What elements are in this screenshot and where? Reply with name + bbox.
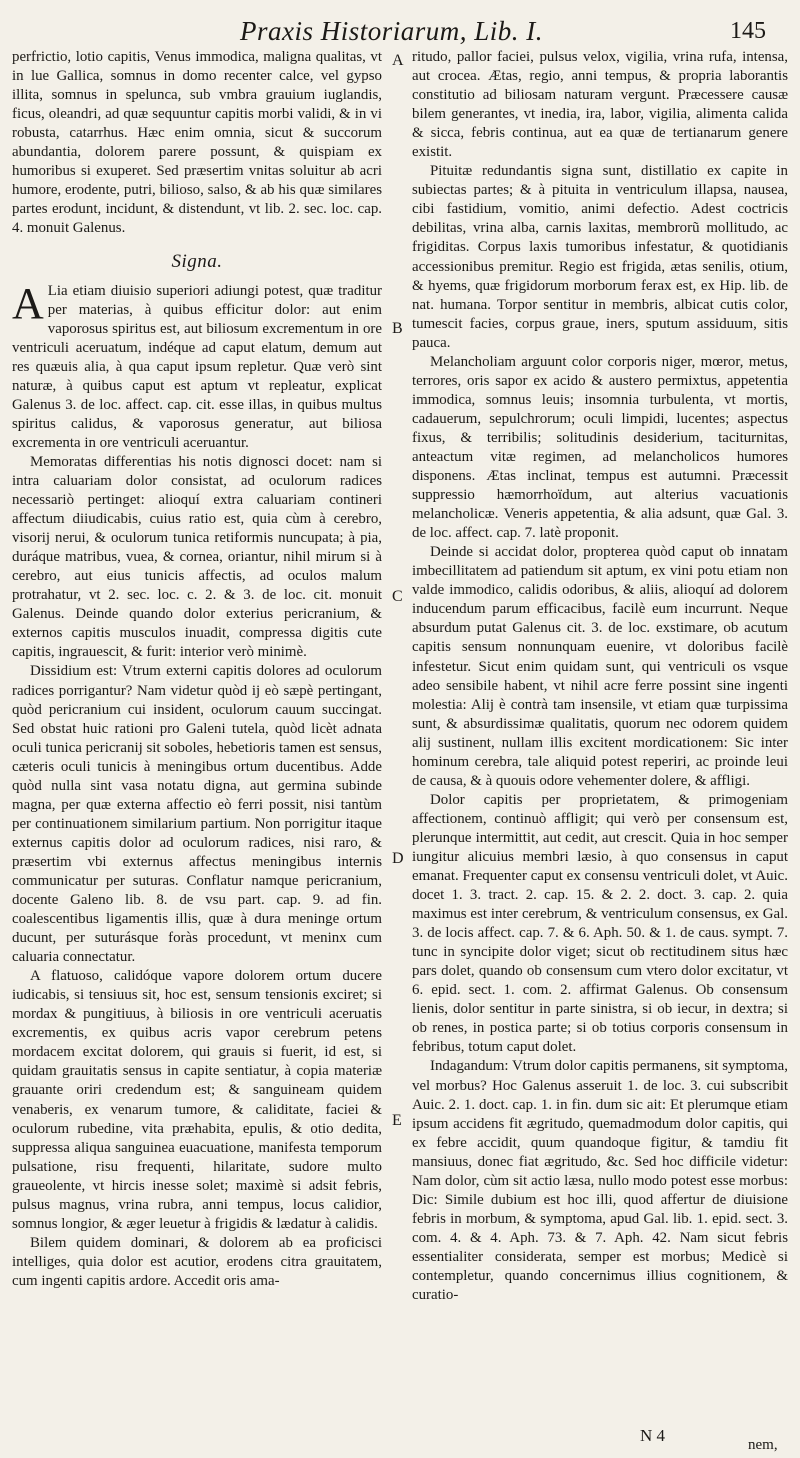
paragraph: A flatuoso, calidóque vapore dolorem ortum ducere iudicabis, si tensiuus sit, hoc est, sensum tensionis exciret; si mordax & pungitiuus, à biliosis in ore ventriculi aceruatis excrementis, ex quibus acris vapor cerebrum petens mordacem excitat dolorem, qui grauis si fuerit, id est, si quidam grauitatis sensus in capite sentiatur, à copia materiæ grauante oriri credendum est; & sanguineam quidem venaberis, ex venarum tumore, & caliditate, faciei & oculorum rubedine, vita præhabita, epulis, & otio dedita, suppressa aliqua sanguinea euacuatione, manifesta temporum pulsatione, risu frequenti, hilaritate, sudore multo graueolente, vt hircis inesse solet; maximè si adsit febris, pulsus magnus, vrina rubra, anni tempus, locus calidior, somnus longior, & æger leuetur à frigidis & lædatur à calidis. (12, 968, 382, 1232)
margin-letter-c: C (392, 588, 403, 605)
margin-letter-a: A (392, 52, 404, 69)
paragraph: Melancholiam arguunt color corporis niger, mœror, metus, terrores, oris sapor ex acido & austero permixtus, appetentia immodica, somnus leuis; insomnia turbulenta, vt mortis, cadauerum, sepulchrorum; oculi limpidi, lucentes; aspectus fixus, & terribilis; solitudinis desiderium, taciturnitas, anteactum vitæ regimen, ad melancholicos humores disponens. Ætas inclinat, tempus est autumni. Præcessit suppressio hæmorrhoïdum, aut alterius vacuationis melancholicæ. Veneris appetentia, & alia adsunt, quæ Gal. 3. de loc. affect. cap. 7. latè proponit. (412, 353, 788, 542)
left-column (12, 48, 382, 1433)
running-head (0, 10, 800, 50)
paragraph: perfrictio, lotio capitis, Venus immodica, maligna qualitas, vt in lue Gallica, somnus in domo recenter calce, vel gypso illita, somnus in spelunca, sub vmbra grauium iuglandis, ficus, oleandri, ad quæ sequuntur capitis morbi validi, & in vi robusta, catarrhus. Hæc enim omnia, sicut & succorum abundantia, dolorem parere possunt, & quispiam ex humoribus si exuperet. Sed præsertim vnitas soluitur ab acri humore, erodente, putri, bilioso, salso, & ab his quæ similares partes erodunt, incidunt, & distendunt, vt lib. 2. sec. loc. cap. 4. monuit Galenus. (12, 49, 382, 237)
margin-letter-b: B (392, 320, 403, 337)
paragraph-with-initial (12, 278, 382, 453)
paragraph: Dolor capitis per proprietatem, & primogeniam affectionem, continuò affligit; qui verò per consensum est, plerunque intermittit, aut cedit, aut crescit. Quia in hoc semper iungitur alicuius membri læsio, à quo consensus in caput emanat. Frequenter caput ex consensu ventriculi dolet, vt Auic. docet 1. 3. tract. 2. cap. 15. & 2. 2. doct. 3. cap. 2. quia maximus est inter cerebrum, & ventriculum consensus, ex Gal. 3. de locis affect. cap. 7. & 6. Aph. 50. & 1. de caus. sympt. 7. tunc in syncipite dolor viget; sicut ob rectitudinem situs hæc pars dolet, quando ob consensum cum vtero dolor excitatur, vt 6. epid. sect. 1. com. 2. affirmat Galenus. Ob consensum lienis, dolor sentitur in parte sinistra, si ob iecur, in dextra; si ob renes, in postica parte; si ob totius corporis consensum in febribus, totum caput dolet. (412, 791, 788, 1056)
right-column (412, 48, 788, 1433)
paragraph: Indagandum: Vtrum dolor capitis permanens, sit symptoma, vel morbus? Hoc Galenus asseruit 1. de loc. 3. cui subscribit Auic. 2. 1. doct. cap. 1. in fin. dum sic ait: Et plerumque etiam ipsum accidens fit ægritudo, quemadmodum dolor capitis, qui ex febre accidit, quum quandoque figitur, & tamdiu fit mansiuus, donec fiat ægritudo, &c. Sed hoc difficile videtur: Nam dolor, cùm sit actio læsa, nullo modo potest esse morbus: Dic: Simile dubium est hoc illi, quod affertur de diuisione febris in morbum, & symptoma, apud Gal. lib. 1. epid. sect. 3. com. 4. & 4. Aph. 73. & 7. Aph. 42. Nam sicut febris essentialiter considerata, semper est morbus; Medicè si contempletur, quando concernimus illius cognitionem, & curatio- (412, 1058, 788, 1304)
paragraph: Dissidium est: Vtrum externi capitis dolores ad oculorum radices porrigantur? Nam videtur quòd ij eò sæpè pertingant, quòd pericranium cui insident, oculorum cauum succingat. Sed obstat huic rationi pro Galeni tutela, quòd licèt adnata oculi tunica pericranij sit soboles, hebetioris tamen est sensus, cæteris oculi tunicis à meningibus ortum ducentibus. Adde quòd nulla sint vasa notatu digna, aut germina subinde magna, per quæ externa affectio eò ferri possit, nisi tantùm per continuationem similarium partium. Non porrigitur itaque externus capitis dolor ad oculorum radices, nisi raro, & præsertim vbi externus affectus meningibus internis communicatur per suturas. Conflatur namque pericranium, docente Galeno lib. 8. de vsu part. cap. 9. ad fin. coalescentibus ligamentis illis, quæ à dura meninge ortum ducunt, per suturásque foràs procedunt, vt meninx cum caluaria connectatur. (12, 663, 382, 966)
paragraph: Pituitæ redundantis signa sunt, distillatio ex capite in subiectas partes; & à pituita in ventriculum illapsa, nausea, cibi fastidium, vomitio, animi defectio. Adest coctricis debilitas, vrina alba, carnis laxitas, membrorũ mollitudo, ac frigiditas. Corpus laxis tumoribus infestatur, & quotidianis accessionibus premitur. Regio est frigida, ætas senilis, otium, & hyems, quæ frigidorum morborum ferax est, ex Hip. lib. de nat. humana. Torpor sentitur in membris, albicat cutis color, tumescit facies, corpus graue, iners, sputum assiduum, sitis pauca. (412, 163, 788, 351)
signature-mark: N 4 (640, 1426, 666, 1445)
page-number: 145 (730, 18, 766, 44)
section-heading: Signa. (171, 251, 223, 273)
drop-cap-initial: A (12, 278, 44, 328)
catchword: nem, (748, 1437, 778, 1453)
paragraph: Memoratas differentias his notis dignosci docet: nam si intra caluariam dolor consistat, ad oculorum radices necessariò pertinget: alioquí extra caluariam contineri affectum diiudicabis, cuius ratio est, quia cùm à cerebro, visorij nerui, & oculorum tunica retiformis nuncupata; à pia, duráque matribus, vuea, & cornea, oriantur, nihil mirum si à cerebro, aut eius tunicis affectis, ad oculos malum protrahatur, vt 2. sec. loc. c. 2. & 3. de loc. cit. monuit Galenus. Deinde quando dolor exterius pericranium, & externos capitis musculos inuadit, compressa digitis cute capitis, ingrauescit, & furit: interior verò minimè. (12, 453, 382, 661)
paragraph: Bilem quidem dominari, & dolorem ab ea proficisci intelliges, quia dolor est acutior, erodens citra grauitatem, cum ingenti capitis ardore. Accedit oris ama- (12, 1234, 382, 1289)
paragraph: ritudo, pallor faciei, pulsus velox, vigilia, vrina rufa, intensa, aut crocea. Ætas, regio, anni tempus, & propria laborantis constitutio ad biliosam naturam vergunt. Præcessere causæ bilem generantes, vt inedia, ira, labor, vigilia, alimenta calida & sicca, febris continua, aut ea quæ de tertianarum genere existit. (412, 49, 788, 161)
margin-letter-d: D (392, 850, 404, 867)
paragraph: Deinde si accidat dolor, propterea quòd caput ob innatam imbecillitatem ad patiendum sit aptum, ex vini potu etiam non valde immodico, calidis odoribus, & aliis, alioquí ad dolorem inducendum parum efficacibus, facilè eum incurrunt. Neque absurdum putat Galenus cit. 3. de loc. exstimare, ob acutum capitis sensum nonnunquam euenire, vt doloribus facilè infestetur. Sicut enim quidam sunt, qui ventriculi os vsque adeo sensibile habent, vt nihil acre ferre possint sine ingenti molestia: Alij è contrà tam insensile, vt etiam quæ turpissima sunt, & absurdissimæ qualitatis, quorum nec odorem quidem alij sustinent, nullam illis excitent mordicationem: Sic inter hominum cerebra, tale aliquid potest reperiri, ac proinde leui de causa, & à quouis odore vehementer dolere, & affligi. (412, 544, 788, 789)
paragraph-text: Lia etiam diuisio superiori adiungi potest, quæ traditur per materias, à quibus efficitur dolor: aut enim vaporosus spiritus est, aut biliosum excrementum in ore ventriculi aceruatum, indéque ad caput elatum, demum aut res quæuis alia, à qua caput ipsum repletur. Quæ verò sint naturæ, à quibus caput est aptum vt repleatur, explicat Galenus 3. de loc. affect. cap. cit. esse illas, in quibus multus spiritus calidus, & vaporosus generatur, aut biliosa excrementa in ore ventriculi aceruantur. (12, 282, 382, 451)
margin-letter-e: E (392, 1112, 402, 1129)
running-title: Praxis Historiarum, Lib. I. (240, 16, 544, 46)
